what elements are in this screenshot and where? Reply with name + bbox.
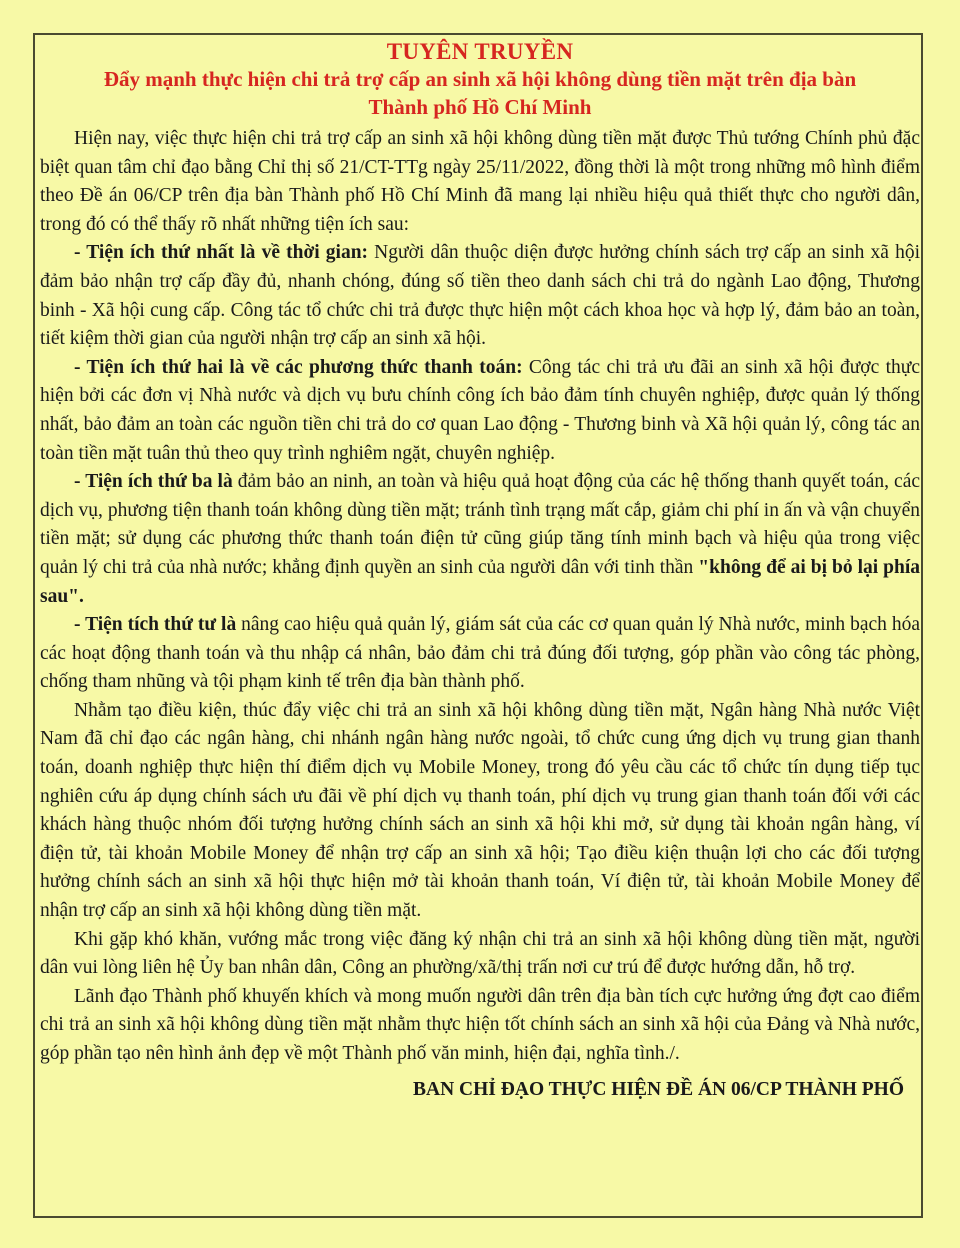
benefit-1-text: Người dân thuộc diện được hưởng chính sách trợ cấp an sinh xã hội đảm bảo nhận trợ cấp đầy đủ, nhanh chóng, đúng số tiền theo danh sách chi trả do ngành Lao động, Thương binh - Xã hội cung cấp. Công tác tổ chức chi trả được thực hiện một cách khoa học và hợp lý, đảm bảo an toàn, tiết kiệm thời gian của người nhận trợ cấp an sinh xã hội. — [40, 242, 920, 350]
document-title: TUYÊN TRUYỀN — [386, 39, 574, 64]
contact-paragraph: Khi gặp khó khăn, vướng mắc trong việc đăng ký nhận chi trả an sinh xã hội không dùng tiền mặt, người dân vui lòng liên hệ Ủy ban nhân dân, Công an phường/xã/thị trấn nơi cư trú để được hướng dẫn, hỗ trợ. — [40, 928, 920, 979]
benefit-2-text: Công tác chi trả ưu đãi an sinh xã hội được thực hiện bởi các đơn vị Nhà nước và dịch vụ bưu chính công ích bảo đảm tính chuyên nghiệp, được quản lý thống nhất, bảo đảm an toàn các nguồn tiền chi trả do cơ quan Lao động - Thương binh và Xã hội quản lý, công tác an toàn tiền mặt tuân thủ theo quy trình nghiêm ngặt, chuyên nghiệp. — [40, 356, 920, 464]
benefit-3-quote: "không để ai bị bỏ lại phía sau". — [40, 556, 920, 607]
document-body — [40, 38, 920, 1105]
benefit-3-heading: - Tiện ích thứ ba là — [74, 471, 233, 493]
intro-paragraph: Hiện nay, việc thực hiện chi trả trợ cấp an sinh xã hội không dùng tiền mặt được Thủ tướng Chính phủ đặc biệt quan tâm chỉ đạo bằng Chỉ thị số 21/CT-TTg ngày 25/11/2022, đồng thời là một trong những mô hình điểm theo Đề án 06/CP trên địa bàn Thành phố Hồ Chí Minh đã mang lại nhiều hiệu quả thiết thực cho người dân, trong đó có thể thấy rõ nhất những tiện ích sau: — [40, 128, 920, 235]
benefit-1-paragraph — [40, 239, 920, 353]
benefit-2-heading: - Tiện ích thứ hai là về các phương thức thanh toán: — [74, 356, 523, 378]
benefit-3-paragraph — [40, 468, 920, 611]
subtitle-line-1: Đẩy mạnh thực hiện chi trả trợ cấp an sinh xã hội không dùng tiền mặt trên địa bàn — [103, 67, 857, 91]
benefit-3-text: đảm bảo an ninh, an toàn và hiệu quả hoạt động của các hệ thống thanh quyết toán, các dịch vụ, phương tiện thanh toán không dùng tiền mặt; tránh tình trạng mất cắp, giảm chi phí in ấn và vận chuyển tiền mặt; sử dụng các phương thức thanh toán điện tử cũng giúp tăng tính minh bạch và hiệu qủa trong việc quản lý chi trả của nhà nước; khẳng định quyền an sinh của người dân với tinh thần — [40, 471, 921, 578]
benefit-4-heading: - Tiện tích thứ tư là — [74, 614, 237, 636]
signature: BAN CHỈ ĐẠO THỰC HIỆN ĐỀ ÁN 06/CP THÀNH PHỐ — [413, 1078, 904, 1100]
benefit-1-heading: - Tiện ích thứ nhất là về thời gian: — [74, 242, 369, 264]
subtitle-line-2: Thành phố Hồ Chí Minh — [368, 95, 592, 119]
closing-paragraph: Lãnh đạo Thành phố khuyến khích và mong muốn người dân trên địa bàn tích cực hưởng ứng đợt cao điểm chi trả an sinh xã hội không dùng tiền mặt nhằm thực hiện tốt chính sách an sinh xã hội của Đảng và Nhà nước, góp phần tạo nên hình ảnh đẹp về một Thành phố văn minh, hiện đại, nghĩa tình./. — [40, 985, 920, 1064]
document-subtitle — [40, 65, 920, 121]
benefit-4-text: nâng cao hiệu quả quản lý, giám sát của các cơ quan quản lý Nhà nước, minh bạch hóa các hoạt động thanh toán và thu nhập cá nhân, bảo đảm chi trả đúng đối tượng, góp phần vào công tác phòng, chống tham nhũng và tội phạm kinh tế trên địa bàn thành phố. — [40, 614, 920, 693]
bank-paragraph: Nhằm tạo điều kiện, thúc đẩy việc chi trả an sinh xã hội không dùng tiền mặt, Ngân hàng Nhà nước Việt Nam đã chỉ đạo các ngân hàng, chi nhánh ngân hàng nước ngoài, tổ chức cung ứng dịch vụ trung gian thanh toán, doanh nghiệp thực hiện thí điểm dịch vụ Mobile Money, trong đó yêu cầu các tổ chức tín dụng tiếp tục nghiên cứu áp dụng chính sách ưu đãi về phí dịch vụ thanh toán, phí dịch vụ trung gian thanh toán đối với các khách hàng thuộc nhóm đối tượng hưởng chính sách an sinh xã hội khi mở, sử dụng tài khoản ngân hàng, ví điện tử, tài khoản Mobile Money để nhận trợ cấp an sinh xã hội; Tạo điều kiện thuận lợi cho các đối tượng hưởng chính sách an sinh xã hội thực hiện mở tài khoản thanh toán, Ví điện tử, tài khoản Mobile Money để nhận trợ cấp an sinh xã hội không dùng tiền mặt. — [40, 699, 920, 922]
benefit-4-paragraph — [40, 611, 920, 697]
benefit-2-paragraph — [40, 354, 920, 468]
